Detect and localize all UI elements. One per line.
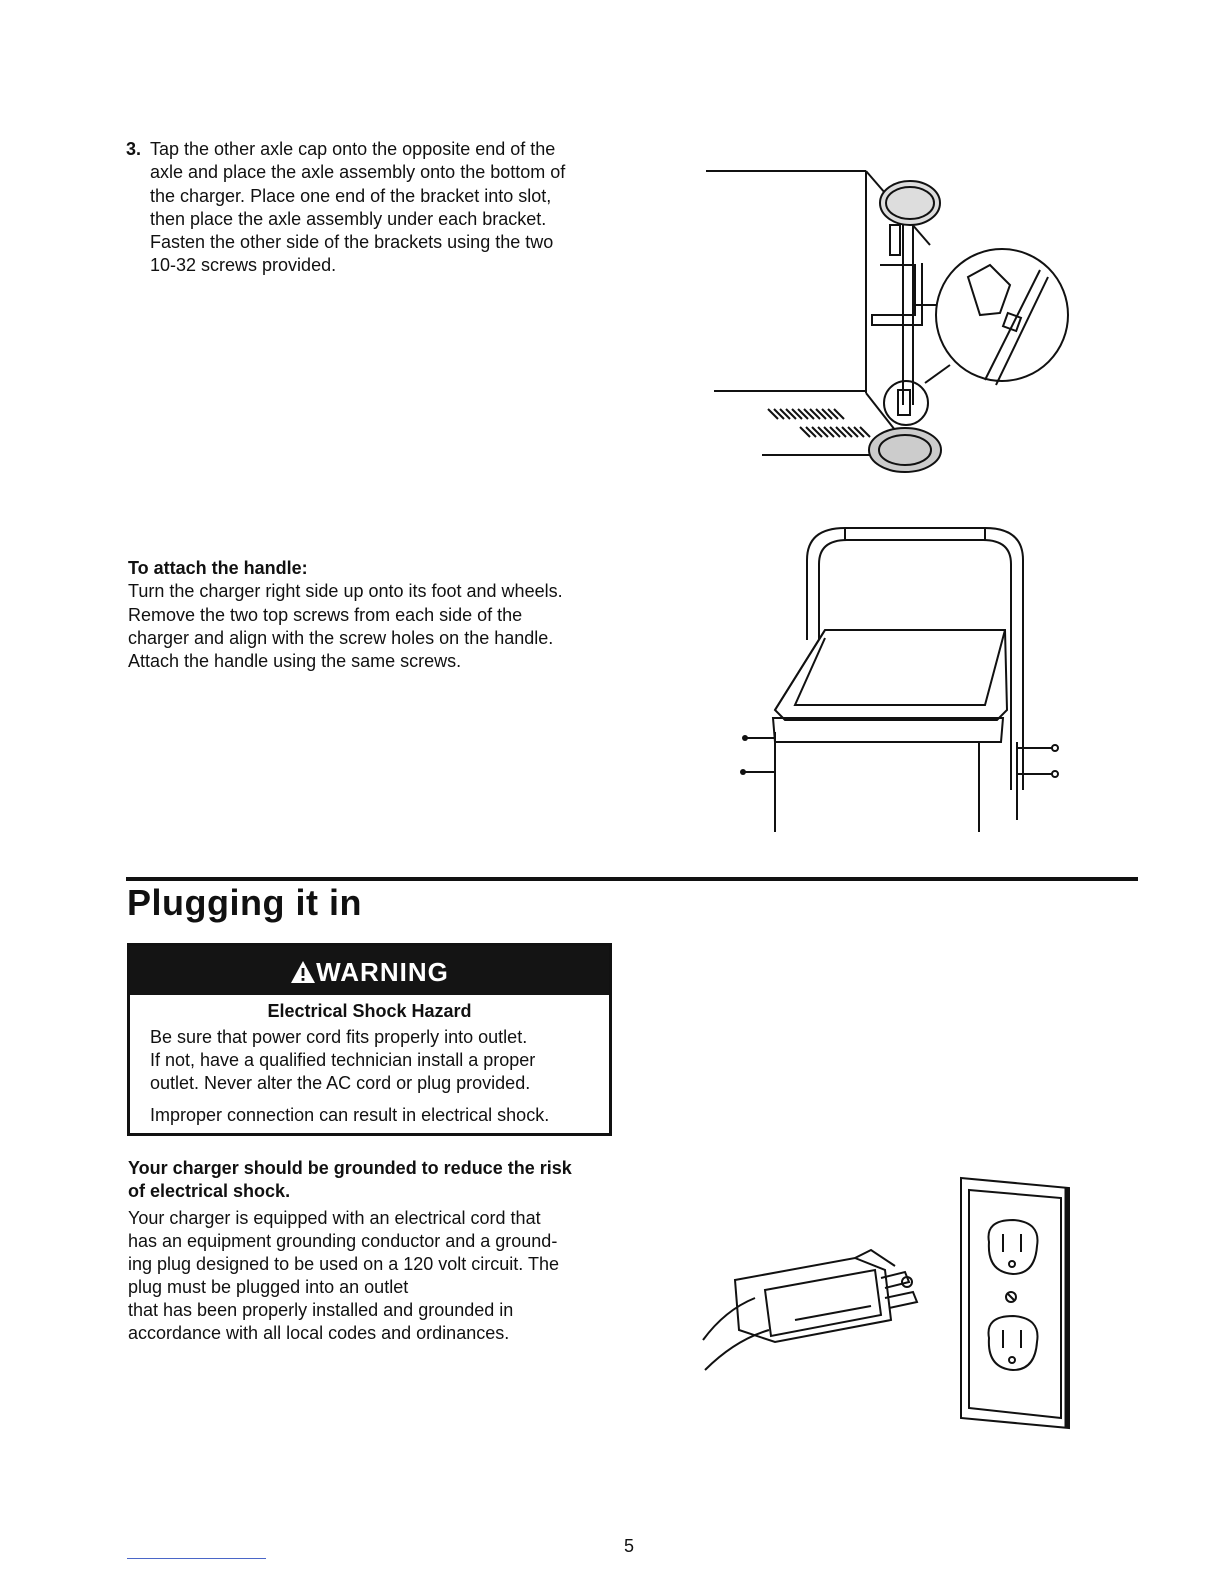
step-number: 3. xyxy=(126,139,142,159)
step-3-line: axle and place the axle assembly onto the bottom of xyxy=(150,162,566,183)
grounding-line: accordance with all local codes and ordinances. xyxy=(128,1323,510,1343)
handle-instructions xyxy=(128,557,628,673)
warning-line: outlet. Never alter the AC cord or plug provided. xyxy=(150,1073,531,1093)
step-3-line: the charger. Place one end of the bracket into slot, xyxy=(150,185,552,206)
grounding-heading-line: Your charger should be grounded to reduce the risk xyxy=(128,1158,572,1178)
warning-box xyxy=(127,943,612,1136)
grounding-line: has an equipment grounding conductor and a ground- xyxy=(128,1231,558,1251)
handle-line: Turn the charger right side up onto its foot and wheels. xyxy=(128,581,563,602)
page-number: 5 xyxy=(624,1536,635,1556)
section-title: Plugging it in xyxy=(127,882,362,923)
warning-last-line: Improper connection can result in electrical shock. xyxy=(150,1105,550,1125)
grounding-heading xyxy=(128,1157,628,1203)
hazard-title: Electrical Shock Hazard xyxy=(267,1001,472,1021)
step-3-line: Tap the other axle cap onto the opposite end of the xyxy=(150,139,556,159)
warning-label: WARNING xyxy=(316,957,449,987)
handle-heading: To attach the handle: xyxy=(128,558,308,578)
warning-triangle-icon xyxy=(290,960,316,984)
plug-and-outlet-illustration xyxy=(695,1170,1085,1435)
step-3-line: 10-32 screws provided. xyxy=(150,255,337,276)
handle-attachment-illustration xyxy=(735,520,1075,840)
grounding-text xyxy=(128,1207,628,1345)
warning-header xyxy=(130,946,609,995)
grounding-line: Your charger is equipped with an electrical cord that xyxy=(128,1208,541,1228)
grounding-heading-line: of electrical shock. xyxy=(128,1181,291,1201)
footer-rule xyxy=(127,1558,266,1559)
warning-line: Be sure that power cord fits properly into outlet. xyxy=(150,1027,528,1047)
grounding-line: plug must be plugged into an outlet xyxy=(128,1277,409,1297)
step-3-line: then place the axle assembly under each bracket. xyxy=(150,208,547,229)
warning-text xyxy=(150,1026,595,1095)
grounding-line: that has been properly installed and grounded in xyxy=(128,1300,514,1320)
handle-line: Remove the two top screws from each side of the xyxy=(128,604,523,625)
section-divider xyxy=(126,877,1138,881)
warning-line: If not, have a qualified technician install a proper xyxy=(150,1050,536,1070)
handle-line: charger and align with the screw holes on the handle. xyxy=(128,627,554,648)
step-3-instructions xyxy=(126,138,626,278)
step-3-line: Fasten the other side of the brackets using the two xyxy=(150,232,554,253)
axle-assembly-illustration xyxy=(700,165,1080,485)
handle-line: Attach the handle using the same screws. xyxy=(128,651,462,672)
grounding-line: ing plug designed to be used on a 120 volt circuit. The xyxy=(128,1254,559,1274)
